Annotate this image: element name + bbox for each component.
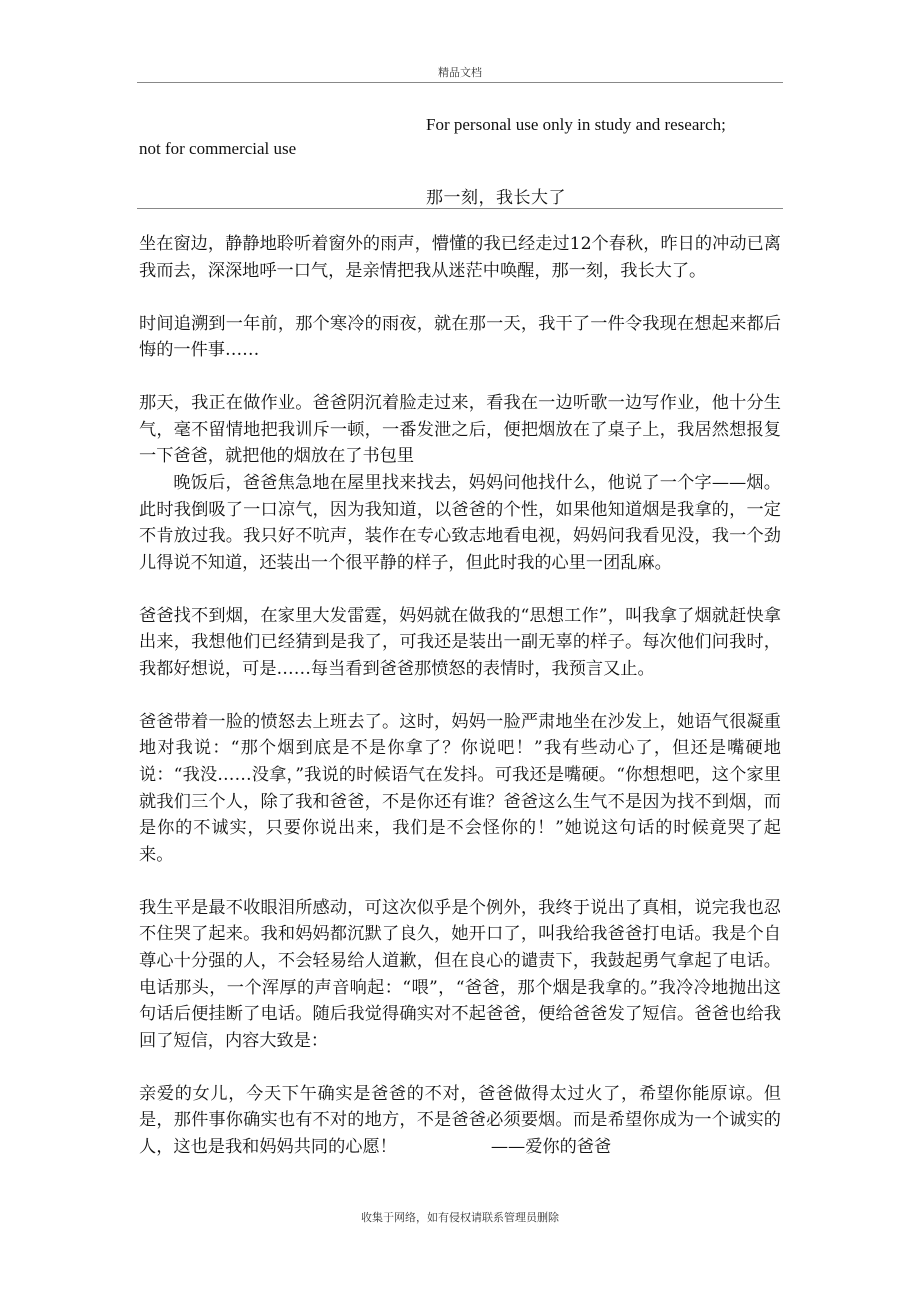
body-paragraph: 爸爸带着一脸的愤怒去上班去了。这时，妈妈一脸严肃地坐在沙发上，她语气很凝重地对我说：“那个烟到底是不是你拿了？你说吧！”我有些动心了，但还是嘴硬地说：“我没……没拿，”我说的时候语气在发抖。可我还是嘴硬。“你想想吧，这个家里就我们三个人，除了我和爸爸，不是你还有谁？爸爸这么生气不是因为找不到烟，而是你的不诚实，只要你说出来，我们是不会怪你的！”她说这句话的时候竟哭了起来。: [139, 711, 781, 865]
body-paragraph: 爸爸找不到烟，在家里大发雷霆，妈妈就在做我的“思想工作”，叫我拿了烟就赶快拿出来，我想他们已经猜到是我了，可我还是装出一副无辜的样子。每次他们问我时，我都好想说，可是……每当看到爸爸那愤怒的表情时，我预言又止。: [139, 605, 781, 679]
usage-notice-line-1: For personal use only in study and research;: [426, 115, 726, 134]
letter-signature: ——爱你的爸爸: [490, 1136, 612, 1157]
letter-paragraph: [139, 1081, 781, 1161]
header-divider: [137, 82, 783, 83]
page-footer-label: 收集于网络，如有侵权请联系管理员删除: [361, 1211, 559, 1224]
title-divider: [137, 208, 783, 209]
document-body: [139, 231, 781, 1161]
page-header-label: 精品文档: [438, 66, 482, 79]
usage-notice-line-2: not for commercial use: [139, 139, 297, 158]
document-title: 那一刻，我长大了: [426, 188, 566, 208]
body-paragraph: 那天，我正在做作业。爸爸阴沉着脸走过来，看我在一边听歌一边写作业，他十分生气，毫不留情地把我训斥一顿，一番发泄之后，便把烟放在了桌子上，我居然想报复一下爸爸，就把他的烟放在了书包里: [139, 393, 781, 467]
body-paragraph: 晚饭后，爸爸焦急地在屋里找来找去，妈妈问他找什么，他说了一个字——烟。此时我倒吸了一口凉气，因为我知道，以爸爸的个性，如果他知道烟是我拿的，一定不肯放过我。我只好不吭声，装作在专心致志地看电视，妈妈问我看见没，我一个劲儿得说不知道，还装出一个很平静的样子，但此时我的心里一团乱麻。: [139, 472, 781, 573]
letter-text: 亲爱的女儿，今天下午确实是爸爸的不对，爸爸做得太过火了，希望你能原谅。但是，那件事你确实也有不对的地方，不是爸爸必须要烟。而是希望你成为一个诚实的人，这也是我和妈妈共同的心愿！: [139, 1083, 781, 1157]
body-paragraph: 坐在窗边，静静地聆听着窗外的雨声，懵懂的我已经走过12个春秋，昨日的冲动已离我而去，深深地呼一口气，是亲情把我从迷茫中唤醒，那一刻，我长大了。: [139, 234, 781, 281]
body-paragraph: 我生平是最不收眼泪所感动，可这次似乎是个例外，我终于说出了真相，说完我也忍不住哭了起来。我和妈妈都沉默了良久，她开口了，叫我给我爸爸打电话。我是个自尊心十分强的人，不会轻易给人道歉，但在良心的谴责下，我鼓起勇气拿起了电话。电话那头，一个浑厚的声音响起：“喂”，“爸爸，那个烟是我拿的。”我冷冷地抛出这句话后便挂断了电话。随后我觉得确实对不起爸爸，便给爸爸发了短信。爸爸也给我回了短信，内容大致是：: [139, 897, 781, 1051]
body-paragraph: 时间追溯到一年前，那个寒冷的雨夜，就在那一天，我干了一件令我现在想起来都后悔的一件事……: [139, 313, 781, 361]
